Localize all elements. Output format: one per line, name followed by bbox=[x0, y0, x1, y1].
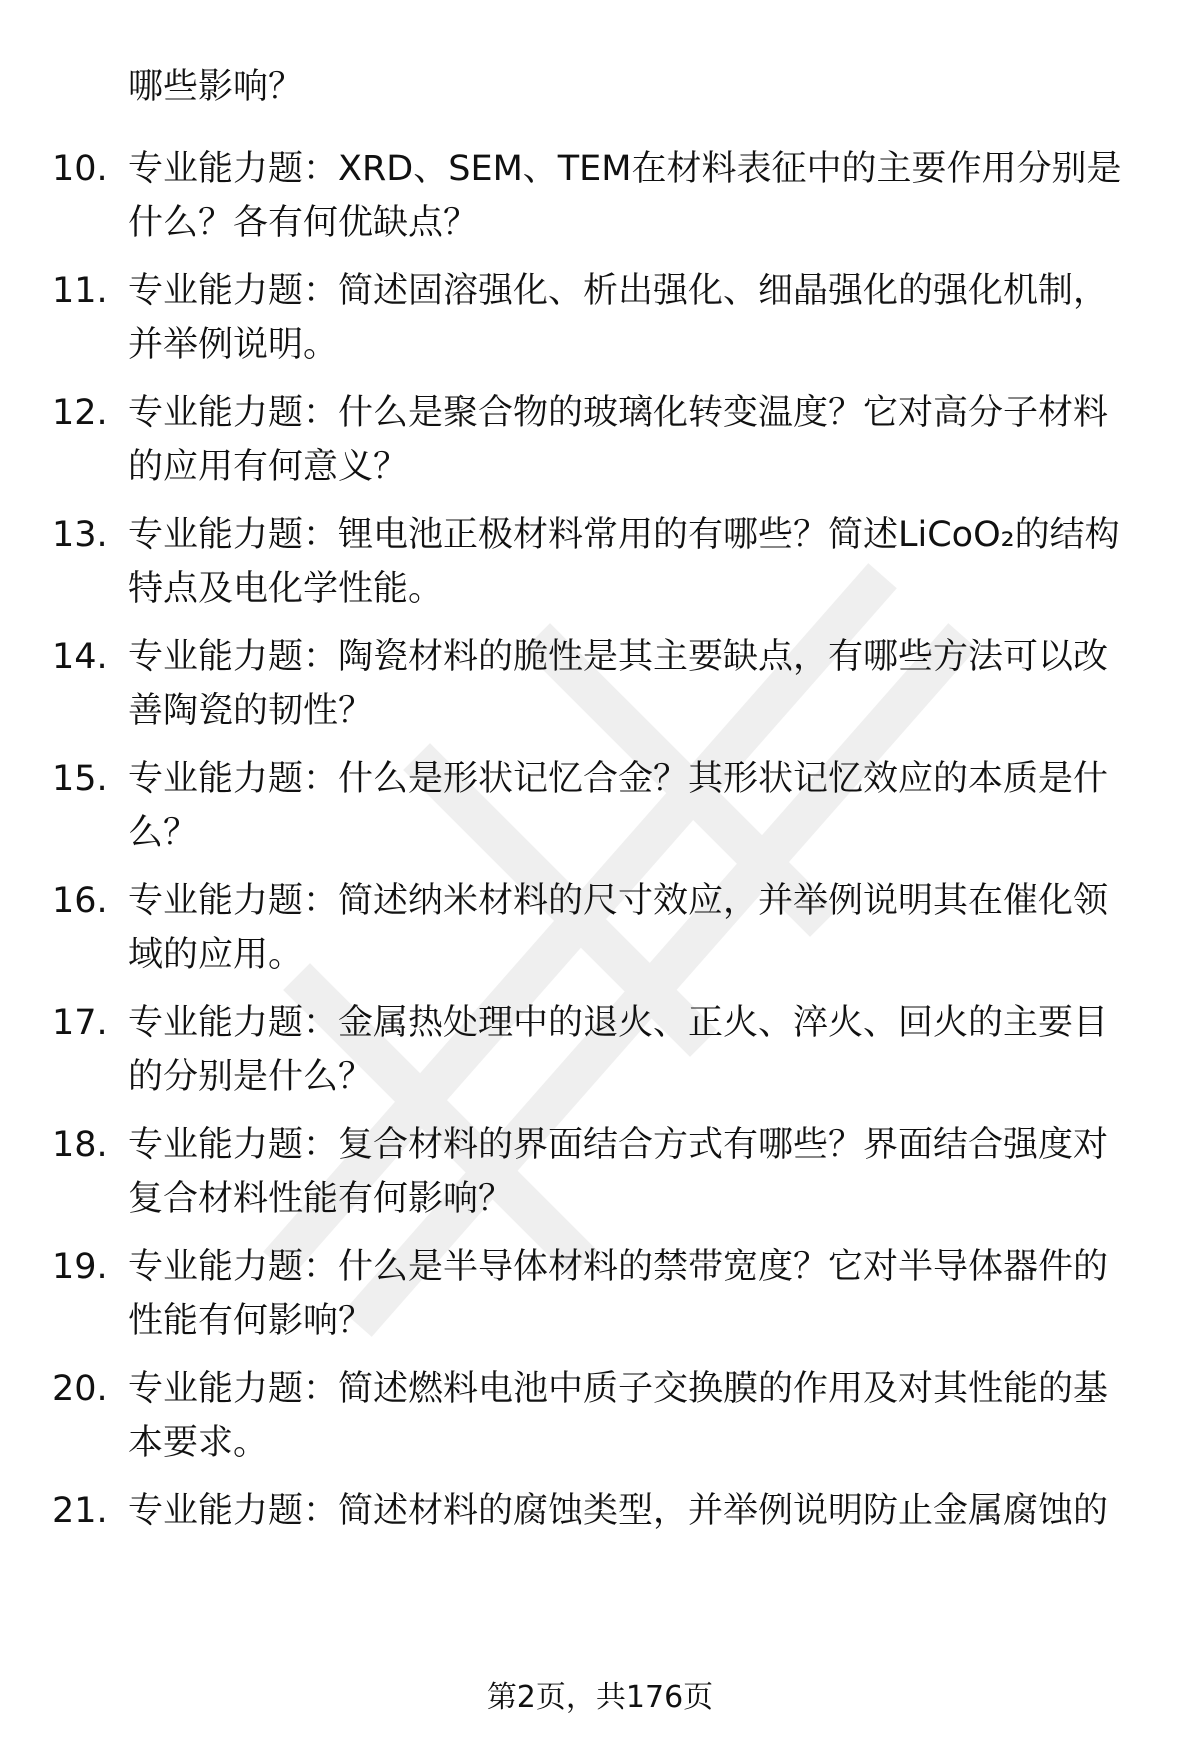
question-text-line-1: 专业能力题：什么是形状记忆合金？其形状记忆效应的本质是什 bbox=[128, 759, 1109, 799]
question-text-line-2: 什么？各有何优缺点？ bbox=[128, 203, 479, 243]
question-text-line-1: 专业能力题：什么是半导体材料的禁带宽度？它对半导体器件的 bbox=[128, 1247, 1109, 1287]
question-text-line-2: 并举例说明。 bbox=[128, 325, 339, 365]
question-text-line-2: 性能有何影响？ bbox=[128, 1301, 374, 1341]
question-number: 10. bbox=[52, 149, 108, 189]
question-item bbox=[0, 628, 1200, 744]
question-text-line-2: 善陶瓷的韧性？ bbox=[128, 691, 374, 731]
question-text-line-2: 特点及电化学性能。 bbox=[128, 569, 444, 609]
page-footer: 第2页，共176页 bbox=[486, 1680, 714, 1715]
question-number: 18. bbox=[52, 1125, 108, 1165]
question-number: 21. bbox=[52, 1491, 108, 1531]
question-text-line-1: 专业能力题：简述燃料电池中质子交换膜的作用及对其性能的基 bbox=[128, 1369, 1109, 1409]
question-item bbox=[0, 1482, 1200, 1598]
question-item bbox=[0, 1116, 1200, 1232]
question-text-line-2: 的分别是什么？ bbox=[128, 1057, 374, 1097]
question-item bbox=[0, 994, 1200, 1110]
question-text-line-1: 专业能力题：XRD、SEM、TEM在材料表征中的主要作用分别是 bbox=[128, 149, 1122, 189]
question-text-line-2: 复合材料性能有何影响？ bbox=[128, 1179, 514, 1219]
question-text-line-1: 专业能力题：复合材料的界面结合方式有哪些？界面结合强度对 bbox=[128, 1125, 1109, 1165]
question-item bbox=[0, 506, 1200, 622]
question-item bbox=[0, 1238, 1200, 1354]
question-number: 20. bbox=[52, 1369, 108, 1409]
question-text-line-1: 专业能力题：什么是聚合物的玻璃化转变温度？它对高分子材料 bbox=[128, 393, 1109, 433]
question-item bbox=[0, 750, 1200, 866]
question-item bbox=[0, 872, 1200, 988]
question-text-line-1: 专业能力题：简述材料的腐蚀类型，并举例说明防止金属腐蚀的 bbox=[128, 1491, 1109, 1531]
question-item bbox=[0, 384, 1200, 500]
question-text-line-2: 的应用有何意义？ bbox=[128, 447, 409, 487]
question-text-line-1: 专业能力题：简述纳米材料的尺寸效应，并举例说明其在催化领 bbox=[128, 881, 1109, 921]
question-number: 11. bbox=[52, 271, 108, 311]
continued-question-text: 哪些影响？ bbox=[128, 67, 304, 107]
question-text-line-1: 专业能力题：金属热处理中的退火、正火、淬火、回火的主要目 bbox=[128, 1003, 1109, 1043]
question-number: 14. bbox=[52, 637, 108, 677]
question-number: 15. bbox=[52, 759, 108, 799]
question-item bbox=[0, 262, 1200, 378]
question-number: 19. bbox=[52, 1247, 108, 1287]
question-text-line-1: 专业能力题：简述固溶强化、析出强化、细晶强化的强化机制， bbox=[128, 271, 1109, 311]
question-text-line-1: 专业能力题：陶瓷材料的脆性是其主要缺点，有哪些方法可以改 bbox=[128, 637, 1109, 677]
question-item bbox=[0, 1360, 1200, 1476]
question-number: 16. bbox=[52, 881, 108, 921]
question-text-line-2: 本要求。 bbox=[128, 1423, 269, 1463]
question-number: 13. bbox=[52, 515, 108, 555]
question-text-line-2: 域的应用。 bbox=[128, 935, 304, 975]
question-number: 17. bbox=[52, 1003, 108, 1043]
question-number: 12. bbox=[52, 393, 108, 433]
question-text-line-1: 专业能力题：锂电池正极材料常用的有哪些？简述LiCoO₂的结构 bbox=[128, 515, 1120, 555]
question-item bbox=[0, 140, 1200, 256]
question-text-line-2: 么？ bbox=[128, 813, 199, 853]
